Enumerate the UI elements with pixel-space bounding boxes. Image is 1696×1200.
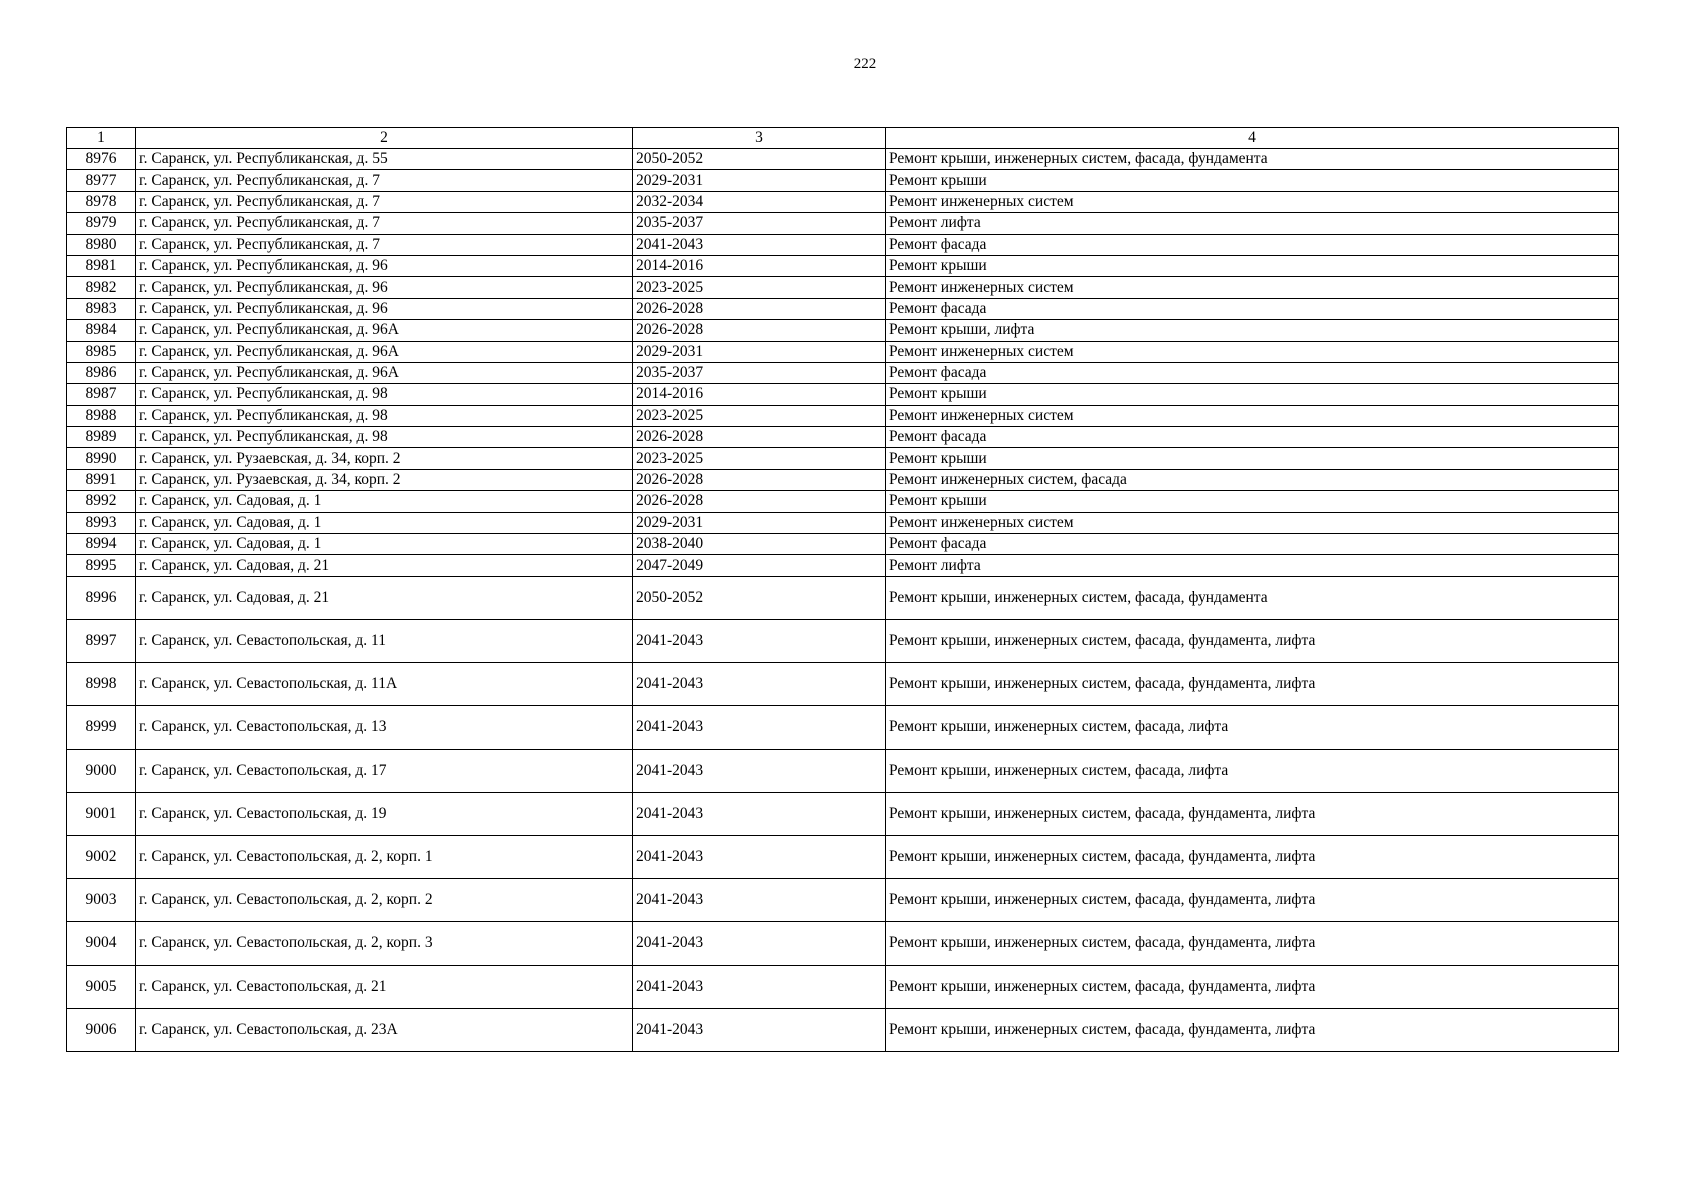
row-number-cell: 9000	[67, 749, 136, 792]
period-cell: 2041-2043	[633, 922, 886, 965]
period-cell: 2041-2043	[633, 620, 886, 663]
address-cell: г. Саранск, ул. Садовая, д. 1	[136, 534, 633, 555]
address-cell: г. Саранск, ул. Севастопольская, д. 17	[136, 749, 633, 792]
work-type-cell: Ремонт фасада	[886, 298, 1619, 319]
header-cell: 4	[886, 128, 1619, 149]
work-type-cell: Ремонт крыши, инженерных систем, фасада, фундамента, лифта	[886, 620, 1619, 663]
address-cell: г. Саранск, ул. Республиканская, д. 96А	[136, 362, 633, 383]
table-row	[67, 922, 1619, 965]
period-cell: 2026-2028	[633, 469, 886, 490]
row-number-cell: 8989	[67, 427, 136, 448]
period-cell: 2029-2031	[633, 341, 886, 362]
work-type-cell: Ремонт крыши, инженерных систем, фасада, фундамента, лифта	[886, 792, 1619, 835]
period-cell: 2023-2025	[633, 277, 886, 298]
period-cell: 2041-2043	[633, 965, 886, 1008]
period-cell: 2032-2034	[633, 191, 886, 212]
row-number-cell: 8982	[67, 277, 136, 298]
table-row	[67, 555, 1619, 576]
work-type-cell: Ремонт крыши	[886, 255, 1619, 276]
period-cell: 2029-2031	[633, 170, 886, 191]
row-number-cell: 8984	[67, 320, 136, 341]
address-cell: г. Саранск, ул. Садовая, д. 1	[136, 491, 633, 512]
address-cell: г. Саранск, ул. Севастопольская, д. 23А	[136, 1008, 633, 1051]
table-row	[67, 427, 1619, 448]
address-cell: г. Саранск, ул. Республиканская, д. 7	[136, 191, 633, 212]
table-row	[67, 663, 1619, 706]
row-number-cell: 8986	[67, 362, 136, 383]
address-cell: г. Саранск, ул. Садовая, д. 1	[136, 512, 633, 533]
period-cell: 2041-2043	[633, 792, 886, 835]
address-cell: г. Саранск, ул. Садовая, д. 21	[136, 576, 633, 619]
table-row	[67, 320, 1619, 341]
period-cell: 2050-2052	[633, 576, 886, 619]
row-number-cell: 8993	[67, 512, 136, 533]
work-type-cell: Ремонт инженерных систем	[886, 405, 1619, 426]
period-cell: 2026-2028	[633, 320, 886, 341]
work-type-cell: Ремонт крыши, инженерных систем, фасада, фундамента, лифта	[886, 663, 1619, 706]
work-type-cell: Ремонт инженерных систем	[886, 341, 1619, 362]
address-cell: г. Саранск, ул. Севастопольская, д. 2, корп. 1	[136, 835, 633, 878]
work-type-cell: Ремонт крыши, инженерных систем, фасада, фундамента	[886, 576, 1619, 619]
period-cell: 2047-2049	[633, 555, 886, 576]
table-row	[67, 191, 1619, 212]
address-cell: г. Саранск, ул. Республиканская, д. 96А	[136, 341, 633, 362]
work-type-cell: Ремонт крыши, инженерных систем, фасада, фундамента	[886, 149, 1619, 170]
table-row	[67, 1008, 1619, 1051]
period-cell: 2023-2025	[633, 405, 886, 426]
table-row	[67, 491, 1619, 512]
table-row	[67, 576, 1619, 619]
row-number-cell: 9001	[67, 792, 136, 835]
address-cell: г. Саранск, ул. Республиканская, д. 98	[136, 405, 633, 426]
table-row	[67, 384, 1619, 405]
address-cell: г. Саранск, ул. Республиканская, д. 55	[136, 149, 633, 170]
row-number-cell: 8981	[67, 255, 136, 276]
header-cell: 2	[136, 128, 633, 149]
work-type-cell: Ремонт фасада	[886, 234, 1619, 255]
period-cell: 2014-2016	[633, 255, 886, 276]
work-type-cell: Ремонт крыши, лифта	[886, 320, 1619, 341]
table-row	[67, 965, 1619, 1008]
table-row	[67, 792, 1619, 835]
work-type-cell: Ремонт фасада	[886, 427, 1619, 448]
period-cell: 2041-2043	[633, 1008, 886, 1051]
table-row	[67, 298, 1619, 319]
work-type-cell: Ремонт крыши	[886, 170, 1619, 191]
row-number-cell: 8996	[67, 576, 136, 619]
row-number-cell: 9004	[67, 922, 136, 965]
row-number-cell: 9005	[67, 965, 136, 1008]
address-cell: г. Саранск, ул. Республиканская, д. 7	[136, 213, 633, 234]
table-row	[67, 234, 1619, 255]
address-cell: г. Саранск, ул. Севастопольская, д. 11А	[136, 663, 633, 706]
work-type-cell: Ремонт инженерных систем	[886, 191, 1619, 212]
period-cell: 2026-2028	[633, 298, 886, 319]
address-cell: г. Саранск, ул. Рузаевская, д. 34, корп. 2	[136, 448, 633, 469]
period-cell: 2014-2016	[633, 384, 886, 405]
row-number-cell: 8999	[67, 706, 136, 749]
work-type-cell: Ремонт крыши, инженерных систем, фасада, лифта	[886, 706, 1619, 749]
address-cell: г. Саранск, ул. Республиканская, д. 7	[136, 234, 633, 255]
header-cell: 3	[633, 128, 886, 149]
table-row	[67, 149, 1619, 170]
row-number-cell: 8991	[67, 469, 136, 490]
period-cell: 2026-2028	[633, 427, 886, 448]
table-row	[67, 362, 1619, 383]
table-row	[67, 534, 1619, 555]
row-number-cell: 8980	[67, 234, 136, 255]
row-number-cell: 8987	[67, 384, 136, 405]
header-cell: 1	[67, 128, 136, 149]
period-cell: 2041-2043	[633, 749, 886, 792]
work-type-cell: Ремонт лифта	[886, 555, 1619, 576]
row-number-cell: 8994	[67, 534, 136, 555]
table-row	[67, 448, 1619, 469]
table-row	[67, 341, 1619, 362]
address-cell: г. Саранск, ул. Рузаевская, д. 34, корп. 2	[136, 469, 633, 490]
period-cell: 2041-2043	[633, 234, 886, 255]
row-number-cell: 9002	[67, 835, 136, 878]
period-cell: 2041-2043	[633, 706, 886, 749]
work-type-cell: Ремонт крыши, инженерных систем, фасада, лифта	[886, 749, 1619, 792]
table-row	[67, 170, 1619, 191]
work-type-cell: Ремонт крыши, инженерных систем, фасада, фундамента, лифта	[886, 879, 1619, 922]
work-type-cell: Ремонт фасада	[886, 534, 1619, 555]
address-cell: г. Саранск, ул. Республиканская, д. 96А	[136, 320, 633, 341]
work-type-cell: Ремонт крыши, инженерных систем, фасада, фундамента, лифта	[886, 965, 1619, 1008]
repair-schedule-table	[66, 127, 1619, 1052]
table-row	[67, 213, 1619, 234]
table-row	[67, 512, 1619, 533]
work-type-cell: Ремонт инженерных систем	[886, 512, 1619, 533]
period-cell: 2041-2043	[633, 663, 886, 706]
page-number: 222	[853, 56, 877, 72]
row-number-cell: 8979	[67, 213, 136, 234]
table-row	[67, 620, 1619, 663]
work-type-cell: Ремонт крыши	[886, 448, 1619, 469]
row-number-cell: 8992	[67, 491, 136, 512]
address-cell: г. Саранск, ул. Республиканская, д. 98	[136, 384, 633, 405]
row-number-cell: 9003	[67, 879, 136, 922]
row-number-cell: 8998	[67, 663, 136, 706]
period-cell: 2035-2037	[633, 213, 886, 234]
address-cell: г. Саранск, ул. Республиканская, д. 96	[136, 298, 633, 319]
row-number-cell: 9006	[67, 1008, 136, 1051]
address-cell: г. Саранск, ул. Республиканская, д. 96	[136, 277, 633, 298]
table-row	[67, 749, 1619, 792]
address-cell: г. Саранск, ул. Республиканская, д. 96	[136, 255, 633, 276]
row-number-cell: 8983	[67, 298, 136, 319]
row-number-cell: 8976	[67, 149, 136, 170]
period-cell: 2050-2052	[633, 149, 886, 170]
row-number-cell: 8978	[67, 191, 136, 212]
table-row	[67, 879, 1619, 922]
work-type-cell: Ремонт крыши, инженерных систем, фасада, фундамента, лифта	[886, 1008, 1619, 1051]
work-type-cell: Ремонт крыши	[886, 491, 1619, 512]
period-cell: 2041-2043	[633, 879, 886, 922]
table-row	[67, 277, 1619, 298]
row-number-cell: 8990	[67, 448, 136, 469]
period-cell: 2041-2043	[633, 835, 886, 878]
period-cell: 2023-2025	[633, 448, 886, 469]
work-type-cell: Ремонт инженерных систем, фасада	[886, 469, 1619, 490]
row-number-cell: 8977	[67, 170, 136, 191]
address-cell: г. Саранск, ул. Севастопольская, д. 21	[136, 965, 633, 1008]
table-row	[67, 706, 1619, 749]
address-cell: г. Саранск, ул. Севастопольская, д. 2, корп. 2	[136, 879, 633, 922]
row-number-cell: 8997	[67, 620, 136, 663]
address-cell: г. Саранск, ул. Севастопольская, д. 11	[136, 620, 633, 663]
period-cell: 2029-2031	[633, 512, 886, 533]
row-number-cell: 8988	[67, 405, 136, 426]
work-type-cell: Ремонт крыши, инженерных систем, фасада, фундамента, лифта	[886, 835, 1619, 878]
table-row	[67, 835, 1619, 878]
period-cell: 2035-2037	[633, 362, 886, 383]
table-row	[67, 255, 1619, 276]
address-cell: г. Саранск, ул. Республиканская, д. 98	[136, 427, 633, 448]
address-cell: г. Саранск, ул. Севастопольская, д. 19	[136, 792, 633, 835]
row-number-cell: 8995	[67, 555, 136, 576]
address-cell: г. Саранск, ул. Садовая, д. 21	[136, 555, 633, 576]
table-row	[67, 405, 1619, 426]
row-number-cell: 8985	[67, 341, 136, 362]
work-type-cell: Ремонт фасада	[886, 362, 1619, 383]
table-row	[67, 469, 1619, 490]
address-cell: г. Саранск, ул. Севастопольская, д. 2, корп. 3	[136, 922, 633, 965]
period-cell: 2038-2040	[633, 534, 886, 555]
address-cell: г. Саранск, ул. Севастопольская, д. 13	[136, 706, 633, 749]
work-type-cell: Ремонт крыши, инженерных систем, фасада, фундамента, лифта	[886, 922, 1619, 965]
period-cell: 2026-2028	[633, 491, 886, 512]
work-type-cell: Ремонт лифта	[886, 213, 1619, 234]
address-cell: г. Саранск, ул. Республиканская, д. 7	[136, 170, 633, 191]
header-row	[67, 128, 1619, 149]
work-type-cell: Ремонт инженерных систем	[886, 277, 1619, 298]
work-type-cell: Ремонт крыши	[886, 384, 1619, 405]
